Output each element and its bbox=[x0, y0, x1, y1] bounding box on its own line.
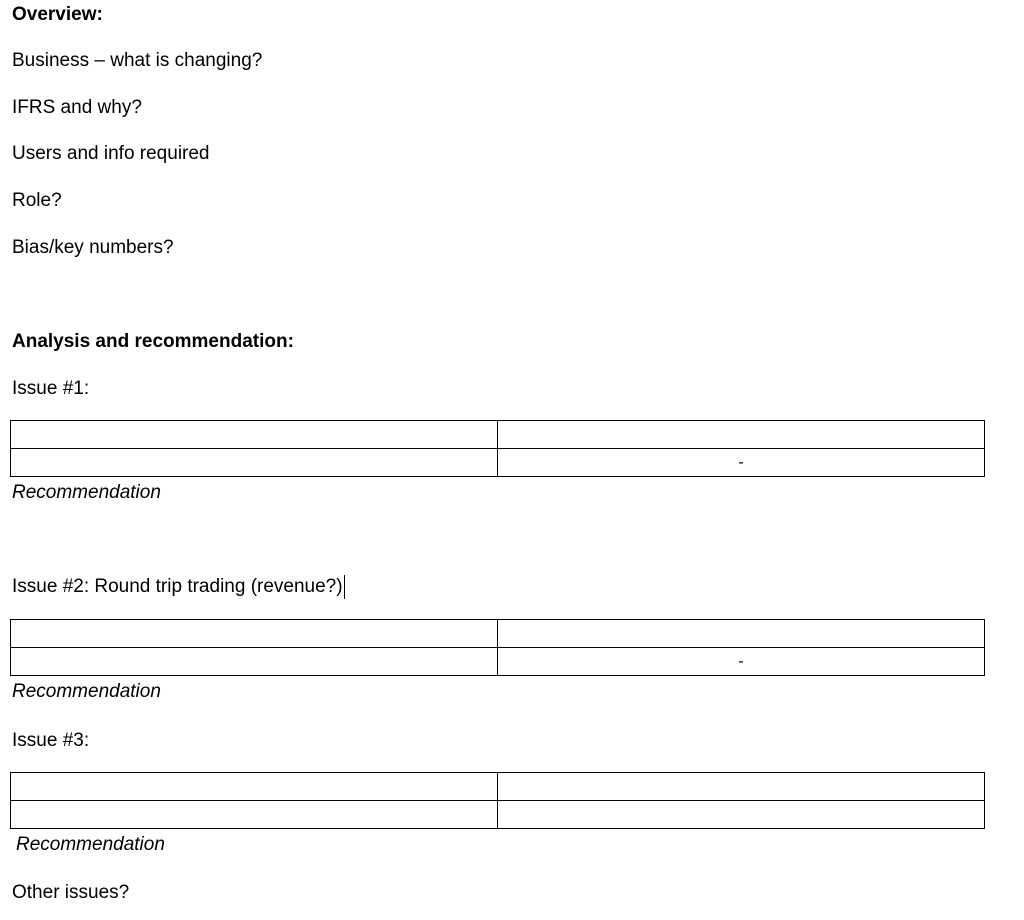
issue-3-recommendation: Recommendation bbox=[16, 834, 165, 855]
analysis-heading: Analysis and recommendation: bbox=[12, 331, 294, 352]
overview-item-bias: Bias/key numbers? bbox=[12, 237, 174, 258]
issue-1-table[interactable] bbox=[10, 420, 985, 477]
table-cell[interactable] bbox=[11, 449, 498, 477]
overview-item-ifrs: IFRS and why? bbox=[12, 97, 142, 118]
table-cell[interactable]: - bbox=[498, 449, 985, 477]
table-cell[interactable] bbox=[498, 421, 985, 449]
table-row bbox=[11, 773, 985, 801]
table-cell[interactable] bbox=[11, 773, 498, 801]
table-cell[interactable] bbox=[11, 421, 498, 449]
issue-2-table[interactable] bbox=[10, 619, 985, 676]
table-row bbox=[11, 801, 985, 829]
text-cursor bbox=[344, 575, 345, 599]
table-row bbox=[11, 449, 985, 477]
table-row bbox=[11, 421, 985, 449]
table-cell[interactable] bbox=[11, 801, 498, 829]
table-cell[interactable] bbox=[11, 620, 498, 648]
table-cell[interactable] bbox=[498, 620, 985, 648]
table-cell[interactable] bbox=[11, 648, 498, 676]
issue-1-recommendation: Recommendation bbox=[12, 482, 161, 503]
table-cell[interactable]: - bbox=[498, 648, 985, 676]
table-cell[interactable] bbox=[498, 773, 985, 801]
table-row bbox=[11, 648, 985, 676]
table-cell[interactable] bbox=[498, 801, 985, 829]
overview-item-role: Role? bbox=[12, 190, 62, 211]
issue-2-title: Issue #2: Round trip trading (revenue?) bbox=[12, 576, 343, 597]
table-row bbox=[11, 620, 985, 648]
overview-item-business: Business – what is changing? bbox=[12, 50, 263, 71]
issue-3-title: Issue #3: bbox=[12, 730, 90, 751]
issue-2-title-line[interactable] bbox=[12, 575, 345, 599]
overview-item-users: Users and info required bbox=[12, 143, 210, 164]
issue-2-recommendation: Recommendation bbox=[12, 681, 161, 702]
other-issues: Other issues? bbox=[12, 882, 130, 903]
issue-3-table[interactable] bbox=[10, 772, 985, 829]
overview-heading: Overview: bbox=[12, 4, 103, 25]
issue-1-title: Issue #1: bbox=[12, 378, 90, 399]
